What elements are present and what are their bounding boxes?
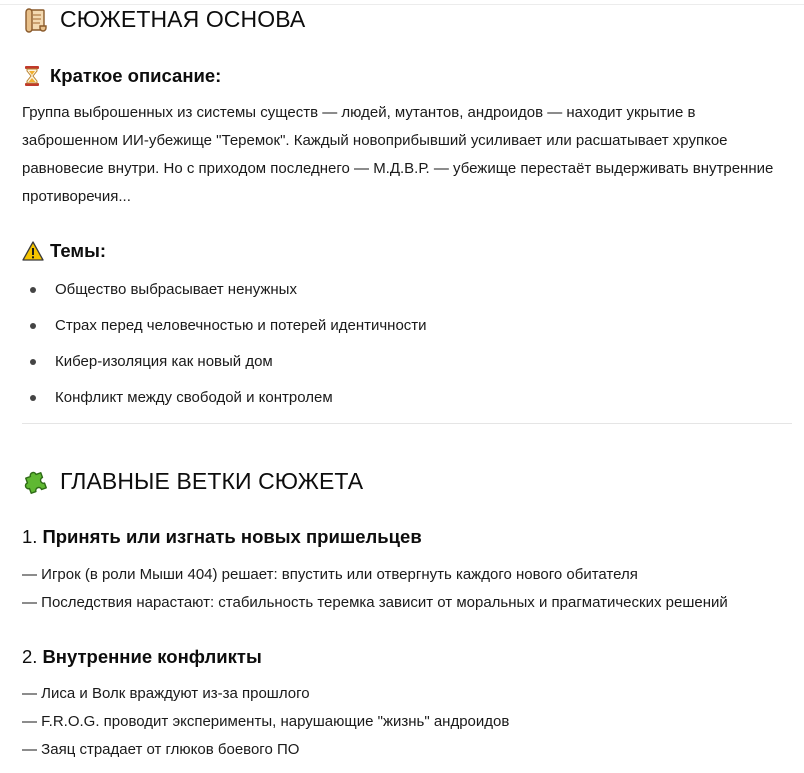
branch-heading-2 [22, 646, 262, 668]
branch-number: 2. [22, 646, 38, 667]
bullet-icon [30, 323, 36, 329]
list-item-text: Общество выбрасывает ненужных [55, 281, 297, 298]
bullet-icon [30, 359, 36, 365]
top-divider [0, 4, 804, 5]
themes-heading-label: Темы: [50, 240, 107, 261]
branch-line: — Заяц страдает от глюков боевого ПО [22, 741, 300, 758]
puzzle-icon [22, 469, 50, 495]
section-title: ГЛАВНЫЕ ВЕТКИ СЮЖЕТА [60, 468, 364, 494]
branch-title: Принять или изгнать новых пришельцев [42, 526, 422, 547]
summary-paragraph: Группа выброшенных из системы существ — людей, мутантов, андроидов — находит укрытие в заброшенном ИИ-убежище "Теремок". Каждый новоприбывший усиливает или расшатывает хрупкое равновесие внутри. Но с приходом последнего — М.Д.В.Р. — убежище перестаёт выдерживать внутренние противоречия... [22, 104, 774, 205]
list-item-text: Страх перед человечностью и потерей идентичности [55, 317, 427, 334]
branch-heading-1 [22, 526, 422, 548]
summary-heading-label: Краткое описание: [50, 65, 222, 86]
branch-number: 1. [22, 526, 38, 547]
branch-line: — Последствия нарастают: стабильность теремка зависит от моральных и прагматических решений [22, 594, 728, 611]
list-item [22, 388, 427, 424]
list-item-text: Кибер-изоляция как новый дом [55, 353, 273, 370]
hourglass-icon [22, 65, 44, 87]
themes-list [22, 280, 427, 424]
list-item [22, 316, 427, 352]
warning-icon [22, 240, 44, 262]
summary-heading [22, 65, 221, 87]
branch-line: — F.R.O.G. проводит эксперименты, нарушающие "жизнь" андроидов [22, 713, 510, 730]
list-item [22, 352, 427, 388]
list-item [22, 280, 427, 316]
section-heading-main-branches [22, 468, 363, 495]
list-item-text: Конфликт между свободой и контролем [55, 389, 333, 406]
bullet-icon [30, 287, 36, 293]
section-title: СЮЖЕТНАЯ ОСНОВА [60, 6, 306, 32]
bullet-icon [30, 395, 36, 401]
scroll-icon [22, 7, 50, 33]
branch-title: Внутренние конфликты [42, 646, 262, 667]
themes-heading [22, 240, 106, 262]
branch-line: — Игрок (в роли Мыши 404) решает: впустить или отвергнуть каждого нового обитателя [22, 566, 638, 583]
branch-line: — Лиса и Волк враждуют из-за прошлого [22, 685, 310, 702]
section-heading-plot-base [22, 6, 305, 33]
section-divider [22, 423, 792, 424]
